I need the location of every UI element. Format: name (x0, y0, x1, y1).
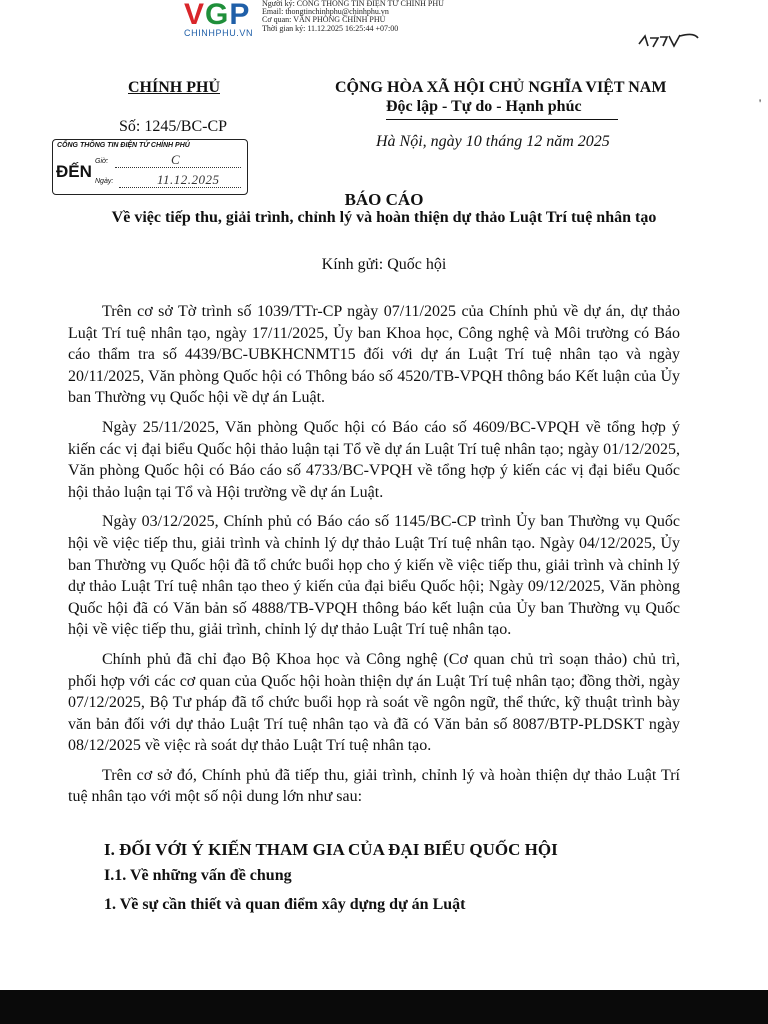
issuing-agency: CHÍNH PHỦ (128, 79, 220, 96)
body-paragraph: Trên cơ sở đó, Chính phủ đã tiếp thu, giải trình, chỉnh lý và hoàn thiện dự thảo Luật Trí tuệ nhân tạo với một số nội dung lớn như sau: (68, 766, 680, 806)
motto-underline (386, 119, 618, 120)
section-heading-level-3: 1. Về sự cần thiết và quan điểm xây dựng dự án Luật (104, 896, 466, 913)
digital-signature-info (262, 0, 444, 33)
national-title: CỘNG HÒA XÃ HỘI CHỦ NGHĨA VIỆT NAM (335, 79, 667, 96)
section-heading-level-2: I.1. Về những vấn đề chung (104, 867, 292, 884)
body-paragraph: Ngày 25/11/2025, Văn phòng Quốc hội có Báo cáo số 4609/BC-VPQH về tổng hợp ý kiến các vị đại biểu Quốc hội thảo luận tại Tổ về dự án Luật Trí tuệ nhân tạo; ngày 01/12/2025, Văn phòng Quốc hội có Báo cáo số 4733/BC-VPQH về tổng hợp ý kiến các vị đại biểu Quốc hội thảo luận tại Tổ và Hội trường về dự án Luật. (68, 418, 680, 501)
body-paragraph: Trên cơ sở Tờ trình số 1039/TTr-CP ngày 07/11/2025 của Chính phủ về dự án, dự thảo Luật Trí tuệ nhân tạo, ngày 17/11/2025, Ủy ban Khoa học, Công nghệ và Môi trường có Báo cáo thẩm tra số 4439/BC-UBKHCNMT15 đối với dự án Luật Trí tuệ nhân tạo và ngày 20/11/2025, Văn phòng Quốc hội có Thông báo số 4520/TB-VPQH thông báo Kết luận của Ủy ban Thường vụ Quốc hội về dự án Luật. (68, 303, 680, 407)
stamp-dotted-line (119, 187, 241, 188)
handwritten-annotation (636, 30, 700, 52)
stamp-hour-value: C (171, 152, 180, 167)
national-motto: Độc lập - Tự do - Hạnh phúc (386, 98, 582, 115)
signature-agency: Cơ quan: VĂN PHÒNG CHÍNH PHỦ (262, 15, 386, 25)
incoming-document-stamp (52, 139, 248, 195)
body-paragraph: Ngày 03/12/2025, Chính phủ có Báo cáo số 1145/BC-CP trình Ủy ban Thường vụ Quốc hội về việc tiếp thu, giải trình và chỉnh lý dự thảo Luật Trí tuệ nhân tạo. Ngày 04/12/2025, Ủy ban Thường vụ Quốc hội đã tổ chức buổi họp cho ý kiến về việc tiếp thu, giải trình và chỉnh lý dự thảo Luật Trí tuệ nhân tạo theo ý kiến của đại biểu Quốc hội; Ngày 09/12/2025, Văn phòng Quốc hội đã có Văn bản số 4888/TB-VPQH thông báo kết luận của Ủy ban Thường vụ Quốc hội về việc tiếp thu, giải trình, chỉnh lý dự thảo Luật Trí tuệ nhân tạo. (68, 513, 680, 639)
document-number: Số: 1245/BC-CP (119, 118, 228, 135)
vgp-logo-letters: VGP (184, 0, 251, 31)
report-body (68, 301, 680, 816)
stamp-dotted-line (115, 167, 241, 168)
vgp-logo (184, 0, 253, 38)
signature-signer: Người ký: CỔNG THÔNG TIN ĐIỆN TỬ CHÍNH PHỦ (262, 0, 444, 8)
section-heading-level-1: I. ĐỐI VỚI Ý KIẾN THAM GIA CỦA ĐẠI BIỂU QUỐC HỘI (104, 840, 558, 859)
stamp-date-label: Ngày: (95, 178, 114, 185)
signature-time: Thời gian ký: 11.12.2025 16:25:44 +07:00 (262, 23, 399, 33)
scan-edge-mark: ' (759, 96, 762, 110)
document-subject: Về việc tiếp thu, giải trình, chỉnh lý và hoàn thiện dự thảo Luật Trí tuệ nhân tạo (111, 209, 657, 226)
stamp-date-value: 11.12.2025 (157, 172, 220, 187)
place-and-date: Hà Nội, ngày 10 tháng 12 năm 2025 (376, 133, 610, 150)
stamp-title: CỔNG THÔNG TIN ĐIỆN TỬ CHÍNH PHỦ (57, 142, 190, 149)
stamp-den-label: ĐẾN (56, 162, 92, 181)
document-type: BÁO CÁO (344, 190, 424, 209)
body-paragraph: Chính phủ đã chỉ đạo Bộ Khoa học và Công nghệ (Cơ quan chủ trì soạn thảo) chủ trì, phối hợp với các cơ quan của Quốc hội hoàn thiện dự án Luật Trí tuệ nhân tạo; đồng thời, ngày 07/12/2025, Bộ Tư pháp đã tổ chức buổi họp rà soát về ngôn ngữ, thể thức, kỹ thuật trình bày văn bản đối với dự thảo Luật Trí tuệ nhân tạo và đã có Văn bản số 8087/BTP-PLDSKT ngày 08/12/2025 về việc rà soát dự thảo Luật Trí tuệ nhân tạo. (68, 650, 680, 755)
viewer-bottom-bar (0, 990, 768, 1024)
vgp-logo-subtext: CHINHPHU.VN (184, 28, 254, 38)
recipient-line: Kính gửi: Quốc hội (321, 256, 447, 273)
stamp-hour-label: Giờ: (95, 158, 109, 165)
signature-email: Email: thongtinchinhphu@chinhphu.vn (262, 7, 389, 17)
